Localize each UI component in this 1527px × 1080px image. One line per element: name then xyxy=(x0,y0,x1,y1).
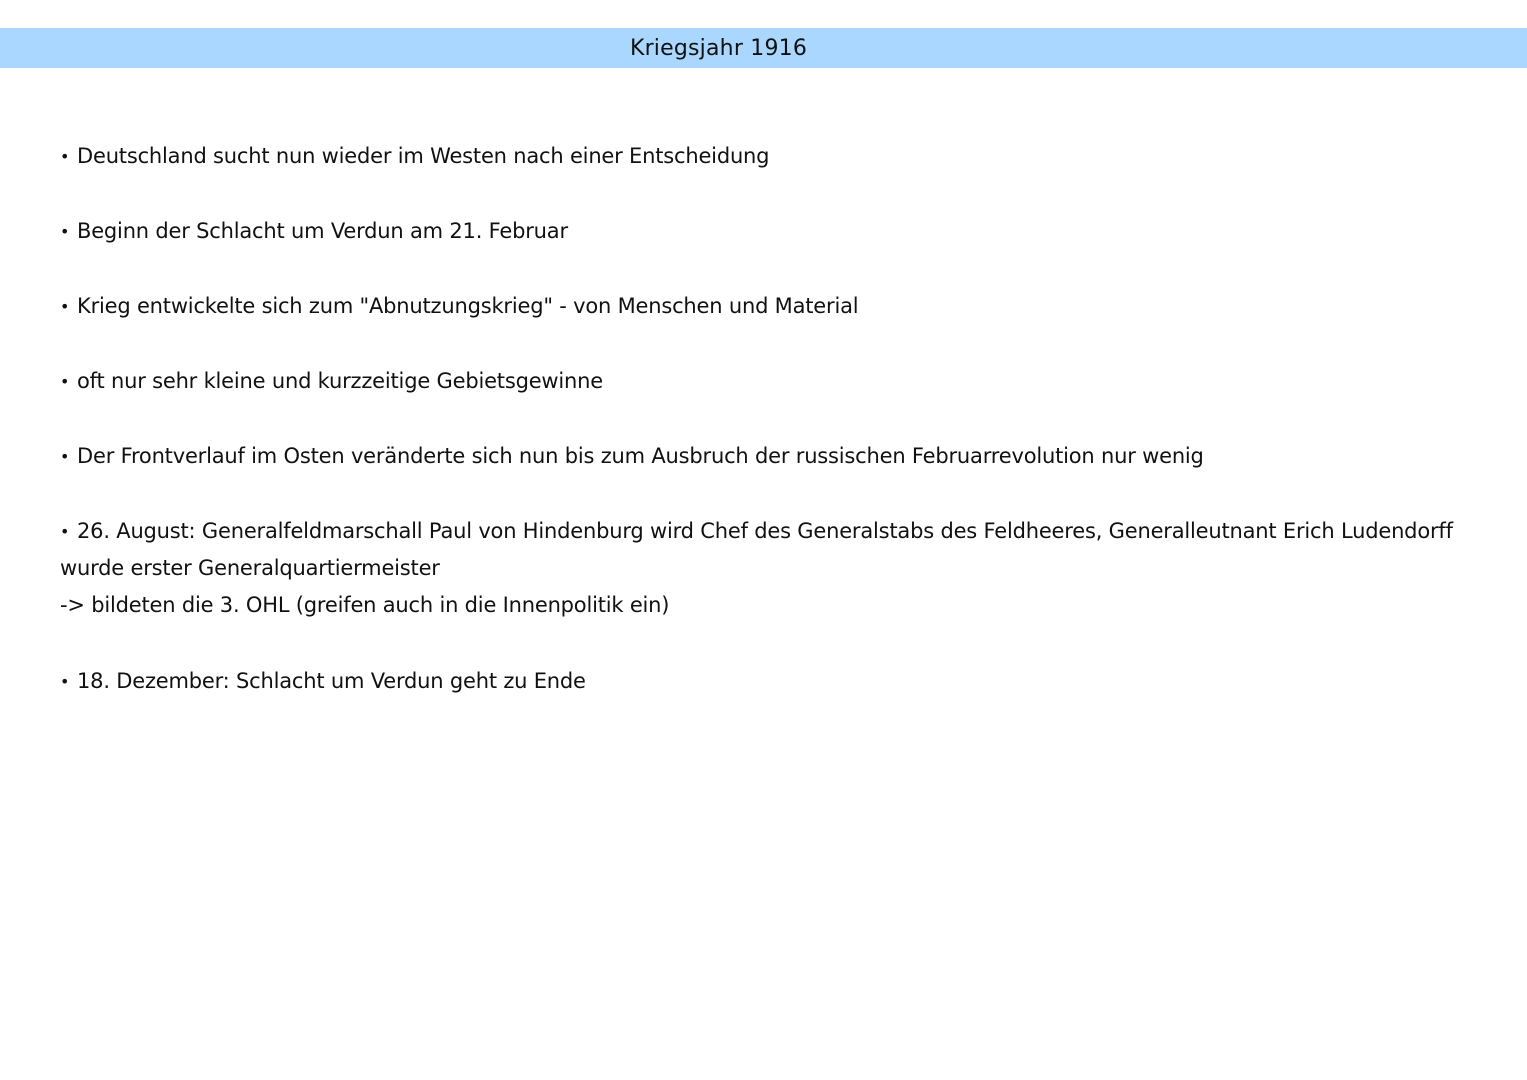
bullet-icon: • xyxy=(60,372,70,391)
note-item xyxy=(60,363,603,400)
bullet-icon: • xyxy=(60,522,70,541)
bullet-icon: • xyxy=(60,147,70,166)
note-text: Krieg entwickelte sich zum "Abnutzungskrieg" - von Menschen und Material xyxy=(77,294,859,318)
bullet-icon: • xyxy=(60,672,70,691)
title-bar xyxy=(0,28,1527,68)
note-item xyxy=(60,213,568,250)
page-title: Kriegsjahr 1916 xyxy=(629,35,808,61)
bullet-icon: • xyxy=(60,447,70,466)
note-text: Beginn der Schlacht um Verdun am 21. Februar xyxy=(77,219,568,243)
note-line xyxy=(60,513,1453,550)
note-item xyxy=(60,438,1204,475)
note-text: Der Frontverlauf im Osten veränderte sich nun bis zum Ausbruch der russischen Februarrevolution nur wenig xyxy=(77,444,1204,468)
note-item xyxy=(60,288,858,325)
note-item xyxy=(60,138,769,175)
bullet-icon: • xyxy=(60,297,70,316)
note-subnote: -> bildeten die 3. OHL (greifen auch in die Innenpolitik ein) xyxy=(60,593,670,617)
bullet-icon: • xyxy=(60,222,70,241)
note-text: oft nur sehr kleine und kurzzeitige Gebietsgewinne xyxy=(77,369,603,393)
note-text: 26. August: Generalfeldmarschall Paul von Hindenburg wird Chef des Generalstabs des Feldheeres, Generalleutnant Erich Ludendorff xyxy=(77,519,1453,543)
note-text: Deutschland sucht nun wieder im Westen nach einer Entscheidung xyxy=(77,144,770,168)
note-item xyxy=(60,513,1453,624)
note-item xyxy=(60,663,586,700)
note-continuation: wurde erster Generalquartiermeister xyxy=(60,556,440,580)
note-text: 18. Dezember: Schlacht um Verdun geht zu Ende xyxy=(77,669,586,693)
